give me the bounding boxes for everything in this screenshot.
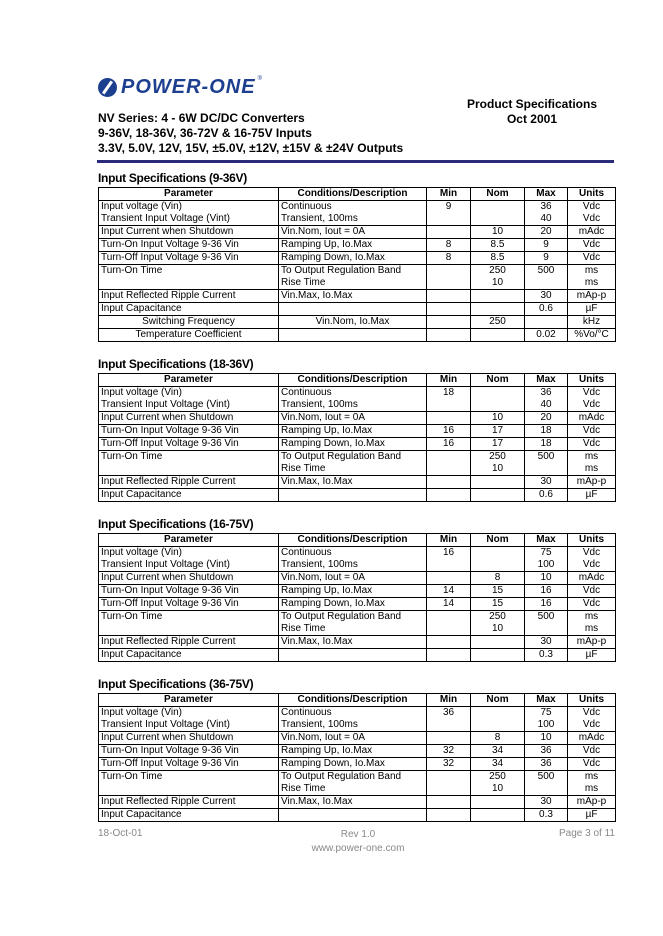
max-cell: 0.6 [525, 303, 568, 316]
min-cell [427, 265, 471, 290]
condition-cell: Vin.Max, Io.Max [279, 796, 427, 809]
spec-table [98, 533, 616, 662]
max-cell: 30 [525, 636, 568, 649]
condition-cell: Continuous Transient, 100ms [279, 387, 427, 412]
max-cell: 20 [525, 412, 568, 425]
condition-cell: Continuous Transient, 100ms [279, 201, 427, 226]
param-cell: Input Reflected Ripple Current [99, 476, 279, 489]
min-cell [427, 226, 471, 239]
nom-cell: 34 [471, 745, 525, 758]
product-specs-label: Product Specifications [466, 97, 598, 111]
table-row [99, 425, 616, 438]
table-row [99, 438, 616, 451]
param-cell: Turn-Off Input Voltage 9-36 Vin [99, 438, 279, 451]
min-cell [427, 796, 471, 809]
param-cell: Input Current when Shutdown [99, 572, 279, 585]
nom-cell [471, 489, 525, 502]
table-row [99, 636, 616, 649]
max-cell: 16 [525, 598, 568, 611]
nom-cell: 15 [471, 585, 525, 598]
min-cell [427, 771, 471, 796]
max-cell: 36 [525, 758, 568, 771]
units-cell: µF [568, 809, 616, 822]
min-cell: 8 [427, 252, 471, 265]
column-header: Max [525, 694, 568, 707]
units-cell: µF [568, 303, 616, 316]
min-cell [427, 649, 471, 662]
max-cell: 0.3 [525, 649, 568, 662]
section-title: Input Specifications (16-75V) [98, 517, 254, 531]
units-cell: mAdc [568, 732, 616, 745]
table-row [99, 265, 616, 290]
min-cell [427, 611, 471, 636]
max-cell: 0.02 [525, 329, 568, 342]
min-cell: 36 [427, 707, 471, 732]
table-row [99, 239, 616, 252]
column-header: Conditions/Description [279, 188, 427, 201]
content-flow [98, 170, 615, 858]
power-one-logo [98, 76, 262, 99]
table-row [99, 290, 616, 303]
condition-cell: Vin.Nom, Iout = 0A [279, 572, 427, 585]
column-header: Max [525, 374, 568, 387]
header-divider [97, 160, 614, 163]
min-cell: 14 [427, 585, 471, 598]
param-cell: Turn-On Input Voltage 9-36 Vin [99, 239, 279, 252]
table-row [99, 809, 616, 822]
units-cell: Vdc [568, 758, 616, 771]
column-header: Min [427, 534, 471, 547]
min-cell: 16 [427, 425, 471, 438]
condition-cell: Continuous Transient, 100ms [279, 547, 427, 572]
max-cell: 36 40 [525, 387, 568, 412]
nom-cell [471, 707, 525, 732]
units-cell: %Vo/°C [568, 329, 616, 342]
nom-cell: 8.5 [471, 252, 525, 265]
column-header: Max [525, 188, 568, 201]
min-cell [427, 290, 471, 303]
param-cell: Switching Frequency [99, 316, 279, 329]
param-cell: Turn-Off Input Voltage 9-36 Vin [99, 598, 279, 611]
param-cell: Input Capacitance [99, 489, 279, 502]
spec-section [98, 676, 615, 822]
nom-cell: 10 [471, 226, 525, 239]
param-cell: Turn-On Input Voltage 9-36 Vin [99, 745, 279, 758]
column-header: Conditions/Description [279, 374, 427, 387]
units-cell: Vdc Vdc [568, 707, 616, 732]
column-header: Max [525, 534, 568, 547]
condition-cell: Vin.Nom, Iout = 0A [279, 226, 427, 239]
param-cell: Input Capacitance [99, 809, 279, 822]
param-cell: Turn-On Time [99, 451, 279, 476]
spec-section [98, 516, 615, 662]
max-cell: 18 [525, 425, 568, 438]
min-cell: 14 [427, 598, 471, 611]
condition-cell: To Output Regulation Band Rise Time [279, 771, 427, 796]
units-cell: Vdc Vdc [568, 387, 616, 412]
param-cell: Input voltage (Vin) Transient Input Voltage (Vint) [99, 547, 279, 572]
units-cell: Vdc [568, 438, 616, 451]
condition-cell: Vin.Nom, Iout = 0A [279, 412, 427, 425]
subtitle-line: 3.3V, 5.0V, 12V, 15V, ±5.0V, ±12V, ±15V & ±24V Outputs [98, 141, 404, 155]
max-cell: 30 [525, 476, 568, 489]
min-cell [427, 476, 471, 489]
units-cell: Vdc [568, 745, 616, 758]
nom-cell: 250 [471, 316, 525, 329]
table-row [99, 316, 616, 329]
param-cell: Turn-Off Input Voltage 9-36 Vin [99, 758, 279, 771]
param-cell: Input voltage (Vin) Transient Input Voltage (Vint) [99, 707, 279, 732]
units-cell: mAp-p [568, 290, 616, 303]
units-cell: µF [568, 649, 616, 662]
nom-cell [471, 387, 525, 412]
max-cell: 500 [525, 611, 568, 636]
page-footer [98, 828, 615, 858]
column-header: Nom [471, 694, 525, 707]
nom-cell: 8 [471, 572, 525, 585]
column-header: Min [427, 188, 471, 201]
table-row [99, 598, 616, 611]
units-cell: µF [568, 489, 616, 502]
condition-cell: Ramping Up, Io.Max [279, 585, 427, 598]
column-header: Units [568, 374, 616, 387]
nom-cell: 8.5 [471, 239, 525, 252]
max-cell: 9 [525, 252, 568, 265]
table-row [99, 771, 616, 796]
param-cell: Turn-Off Input Voltage 9-36 Vin [99, 252, 279, 265]
max-cell: 75 100 [525, 707, 568, 732]
units-cell: Vdc [568, 585, 616, 598]
column-header: Parameter [99, 188, 279, 201]
units-cell: kHz [568, 316, 616, 329]
column-header: Parameter [99, 694, 279, 707]
spec-table [98, 693, 616, 822]
nom-cell: 250 10 [471, 265, 525, 290]
max-cell: 30 [525, 796, 568, 809]
condition-cell [279, 329, 427, 342]
table-row [99, 387, 616, 412]
table-row [99, 201, 616, 226]
param-cell: Temperature Coefficient [99, 329, 279, 342]
param-cell: Turn-On Time [99, 265, 279, 290]
footer-url: www.power-one.com [311, 843, 405, 854]
condition-cell: Ramping Up, Io.Max [279, 425, 427, 438]
units-cell: ms ms [568, 265, 616, 290]
table-row [99, 489, 616, 502]
max-cell: 9 [525, 239, 568, 252]
units-cell: mAp-p [568, 636, 616, 649]
param-cell: Input Current when Shutdown [99, 226, 279, 239]
nom-cell [471, 290, 525, 303]
condition-cell: Ramping Up, Io.Max [279, 745, 427, 758]
max-cell: 16 [525, 585, 568, 598]
doc-date: Oct 2001 [506, 112, 558, 126]
condition-cell: Ramping Up, Io.Max [279, 239, 427, 252]
max-cell: 500 [525, 451, 568, 476]
column-header: Nom [471, 188, 525, 201]
spec-table [98, 373, 616, 502]
nom-cell [471, 201, 525, 226]
nom-cell [471, 329, 525, 342]
condition-cell: Vin.Nom, Io.Max [279, 316, 427, 329]
column-header: Min [427, 374, 471, 387]
param-cell: Input Reflected Ripple Current [99, 636, 279, 649]
min-cell [427, 636, 471, 649]
table-row [99, 649, 616, 662]
max-cell: 500 [525, 771, 568, 796]
column-header: Nom [471, 534, 525, 547]
table-row [99, 252, 616, 265]
column-header: Conditions/Description [279, 534, 427, 547]
condition-cell: To Output Regulation Band Rise Time [279, 451, 427, 476]
nom-cell: 10 [471, 412, 525, 425]
units-cell: mAp-p [568, 796, 616, 809]
param-cell: Input Current when Shutdown [99, 732, 279, 745]
table-row [99, 732, 616, 745]
condition-cell: Vin.Max, Io.Max [279, 476, 427, 489]
condition-cell [279, 649, 427, 662]
table-row [99, 303, 616, 316]
nom-cell: 250 10 [471, 451, 525, 476]
table-row [99, 585, 616, 598]
nom-cell [471, 303, 525, 316]
condition-cell: To Output Regulation Band Rise Time [279, 265, 427, 290]
param-cell: Input voltage (Vin) Transient Input Voltage (Vint) [99, 387, 279, 412]
column-header: Conditions/Description [279, 694, 427, 707]
condition-cell: Ramping Down, Io.Max [279, 438, 427, 451]
min-cell: 16 [427, 547, 471, 572]
max-cell: 75 100 [525, 547, 568, 572]
units-cell: Vdc [568, 425, 616, 438]
nom-cell [471, 636, 525, 649]
condition-cell: Vin.Max, Io.Max [279, 636, 427, 649]
section-title: Input Specifications (9-36V) [98, 171, 247, 185]
nom-cell: 17 [471, 438, 525, 451]
nom-cell [471, 476, 525, 489]
max-cell: 10 [525, 572, 568, 585]
table-row [99, 611, 616, 636]
nom-cell: 17 [471, 425, 525, 438]
param-cell: Turn-On Input Voltage 9-36 Vin [99, 425, 279, 438]
table-row [99, 572, 616, 585]
subtitle-line: NV Series: 4 - 6W DC/DC Converters [98, 111, 305, 125]
nom-cell: 8 [471, 732, 525, 745]
units-cell: mAdc [568, 412, 616, 425]
units-cell: mAp-p [568, 476, 616, 489]
condition-cell: Ramping Down, Io.Max [279, 252, 427, 265]
column-header: Units [568, 534, 616, 547]
globe-icon [98, 78, 117, 97]
param-cell: Turn-On Time [99, 611, 279, 636]
max-cell: 36 [525, 745, 568, 758]
table-row [99, 412, 616, 425]
footer-center [258, 828, 458, 856]
condition-cell: To Output Regulation Band Rise Time [279, 611, 427, 636]
spec-section [98, 356, 615, 502]
tables-container [98, 170, 615, 822]
nom-cell [471, 809, 525, 822]
units-cell: Vdc [568, 252, 616, 265]
max-cell: 0.3 [525, 809, 568, 822]
nom-cell: 15 [471, 598, 525, 611]
section-title: Input Specifications (18-36V) [98, 357, 254, 371]
nom-cell: 250 10 [471, 611, 525, 636]
series-subtitle [98, 111, 403, 156]
min-cell [427, 329, 471, 342]
table-row [99, 226, 616, 239]
table-row [99, 451, 616, 476]
logo-text: POWER-ONE [121, 76, 256, 98]
units-cell: Vdc Vdc [568, 201, 616, 226]
nom-cell [471, 547, 525, 572]
min-cell [427, 316, 471, 329]
max-cell: 0.6 [525, 489, 568, 502]
param-cell: Input Reflected Ripple Current [99, 290, 279, 303]
condition-cell: Vin.Max, Io.Max [279, 290, 427, 303]
min-cell [427, 572, 471, 585]
min-cell [427, 303, 471, 316]
condition-cell: Vin.Nom, Iout = 0A [279, 732, 427, 745]
max-cell: 500 [525, 265, 568, 290]
footer-date: 18-Oct-01 [98, 828, 143, 839]
max-cell: 18 [525, 438, 568, 451]
min-cell [427, 489, 471, 502]
min-cell: 9 [427, 201, 471, 226]
table-row [99, 707, 616, 732]
table-row [99, 796, 616, 809]
column-header: Parameter [99, 534, 279, 547]
min-cell: 8 [427, 239, 471, 252]
min-cell [427, 412, 471, 425]
units-cell: mAdc [568, 226, 616, 239]
condition-cell: Ramping Down, Io.Max [279, 598, 427, 611]
condition-cell [279, 489, 427, 502]
condition-cell: Ramping Down, Io.Max [279, 758, 427, 771]
subtitle-line: 9-36V, 18-36V, 36-72V & 16-75V Inputs [98, 126, 312, 140]
condition-cell: Continuous Transient, 100ms [279, 707, 427, 732]
condition-cell [279, 809, 427, 822]
units-cell: Vdc Vdc [568, 547, 616, 572]
param-cell: Input voltage (Vin) Transient Input Voltage (Vint) [99, 201, 279, 226]
param-cell: Input Capacitance [99, 649, 279, 662]
product-specs-block [462, 97, 602, 127]
param-cell: Input Capacitance [99, 303, 279, 316]
nom-cell [471, 649, 525, 662]
footer-page: Page 3 of 11 [559, 828, 615, 839]
max-cell: 20 [525, 226, 568, 239]
min-cell [427, 809, 471, 822]
param-cell: Input Reflected Ripple Current [99, 796, 279, 809]
min-cell [427, 732, 471, 745]
table-row [99, 476, 616, 489]
units-cell: ms ms [568, 771, 616, 796]
min-cell: 32 [427, 758, 471, 771]
header-row [99, 374, 616, 387]
min-cell: 18 [427, 387, 471, 412]
section-title: Input Specifications (36-75V) [98, 677, 254, 691]
table-row [99, 547, 616, 572]
column-header: Nom [471, 374, 525, 387]
table-row [99, 745, 616, 758]
max-cell [525, 316, 568, 329]
table-row [99, 758, 616, 771]
header-row [99, 534, 616, 547]
nom-cell: 250 10 [471, 771, 525, 796]
param-cell: Turn-On Input Voltage 9-36 Vin [99, 585, 279, 598]
condition-cell [279, 303, 427, 316]
param-cell: Input Current when Shutdown [99, 412, 279, 425]
units-cell: mAdc [568, 572, 616, 585]
header-row [99, 188, 616, 201]
param-cell: Turn-On Time [99, 771, 279, 796]
max-cell: 36 40 [525, 201, 568, 226]
max-cell: 10 [525, 732, 568, 745]
column-header: Parameter [99, 374, 279, 387]
spec-section [98, 170, 615, 342]
nom-cell [471, 796, 525, 809]
max-cell: 30 [525, 290, 568, 303]
footer-rev: Rev 1.0 [340, 829, 376, 840]
nom-cell: 34 [471, 758, 525, 771]
spec-table [98, 187, 616, 342]
min-cell: 16 [427, 438, 471, 451]
units-cell: ms ms [568, 451, 616, 476]
column-header: Units [568, 188, 616, 201]
units-cell: Vdc [568, 239, 616, 252]
min-cell [427, 451, 471, 476]
registered-mark: ® [257, 76, 262, 82]
units-cell: Vdc [568, 598, 616, 611]
min-cell: 32 [427, 745, 471, 758]
table-row [99, 329, 616, 342]
header-row [99, 694, 616, 707]
column-header: Units [568, 694, 616, 707]
column-header: Min [427, 694, 471, 707]
units-cell: ms ms [568, 611, 616, 636]
